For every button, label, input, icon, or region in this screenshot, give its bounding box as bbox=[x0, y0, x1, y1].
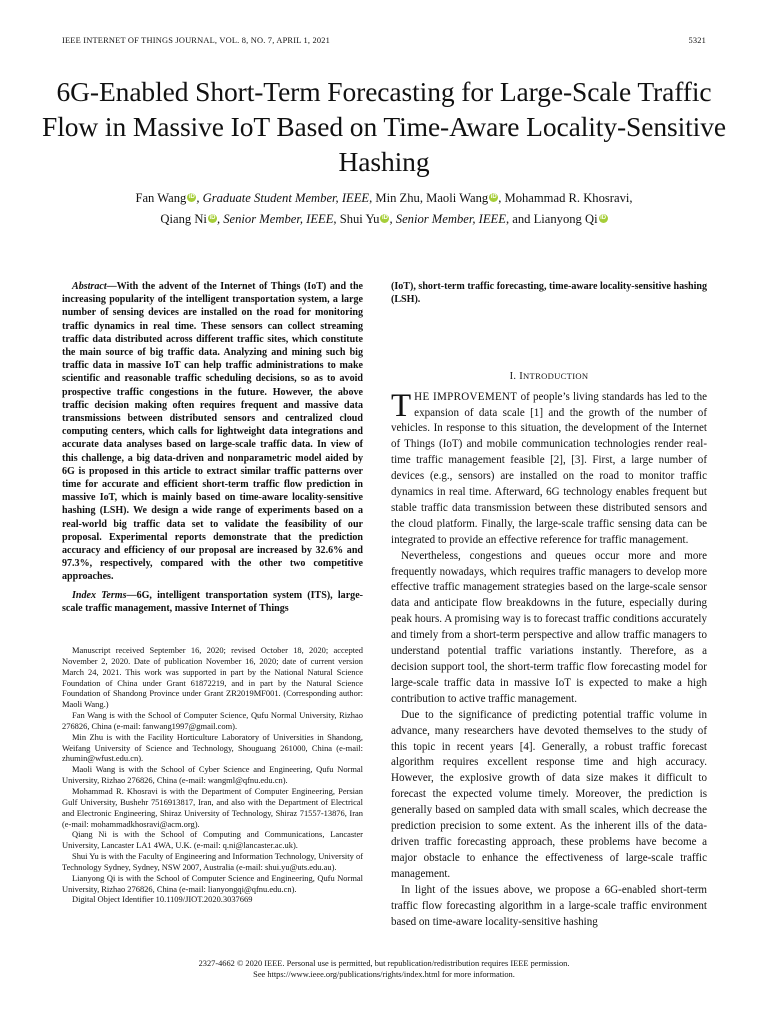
footnote: Qiang Ni is with the School of Computing and Communications, Lancaster University, Lancaster LA1 4WA, U.K. (e-mail: q.ni@lancaster.ac.uk). bbox=[62, 829, 363, 851]
left-column bbox=[62, 280, 363, 615]
footnote: Mohammad R. Khosravi is with the Department of Computer Engineering, Persian Gulf University, Bushehr 7516913817, Iran, and also with the Department of Electrical and Electronic Engineering, Shiraz University of Technology, Shiraz 71557-13876, Iran (e-mail: mohammadkhosravi@acm.org). bbox=[62, 785, 363, 829]
footnote: Maoli Wang is with the School of Cyber Science and Engineering, Qufu Normal University, Rizhao 276826, China (e-mail: wangml@qfnu.edu.cn). bbox=[62, 764, 363, 786]
copyright-line: 2327-4662 © 2020 IEEE. Personal use is permitted, but republication/redistribution requires IEEE permission. bbox=[198, 959, 570, 968]
section-heading bbox=[391, 370, 707, 383]
abstract bbox=[62, 280, 363, 584]
section-body bbox=[391, 387, 707, 931]
paper-title: 6G-Enabled Short-Term Forecasting for Large-Scale Traffic Flow in Massive IoT Based on Time-Aware Locality-Sensitive Hashing bbox=[42, 76, 726, 177]
paragraph bbox=[391, 387, 707, 549]
footnote: Lianyong Qi is with the School of Computer Science and Engineering, Qufu Normal University, Rizhao 276826, China (e-mail: lianyongqi@qfnu.edu.cn). bbox=[62, 872, 363, 894]
footnote: Min Zhu is with the Facility Horticulture Laboratory of Universities in Shandong, Weifang University of Science and Technology, Shouguang 261000, China (e-mail: zhumin@wfust.edu.cn). bbox=[62, 731, 363, 764]
footnote-doi: Digital Object Identifier 10.1109/JIOT.2020.3037669 bbox=[72, 894, 253, 905]
section-title-initial: I bbox=[519, 371, 524, 383]
page-number: 5321 bbox=[688, 36, 706, 45]
drop-cap: T bbox=[391, 387, 412, 424]
author-name: , Min Zhu, Maoli Wang bbox=[369, 191, 489, 205]
footnote: Fan Wang is with the School of Computer Science, Qufu Normal University, Rizhao 276826, China (e-mail: fanwang1997@gmail.com). bbox=[62, 710, 363, 731]
footnote: Manuscript received September 16, 2020; revised October 18, 2020; accepted November 2, 2020. Date of publication November 16, 2020; date of current version March 24, 2021. This work was supported in part by the National Natural Science Foundation of China under Grant 61872219, and in part by the Natural Science Foundation of Shandong Province under Grant ZR2019MF001. (Corresponding author: Maoli Wang.) bbox=[62, 645, 363, 710]
author-role: , Senior Member, IEEE bbox=[216, 212, 334, 226]
author-name: , Shui Yu bbox=[333, 212, 380, 226]
paragraph: In light of the issues above, we propose a 6G-enabled short-term traffic flow forecasting algorithm in a large-scale traffic environment based on time-aware locality-sensitive hashing bbox=[391, 883, 707, 928]
section-title-rest: NTRODUCTION bbox=[523, 371, 589, 382]
lead-in-caps: HE IMPROVEMENT bbox=[414, 390, 518, 403]
author-name: Qiang Ni bbox=[160, 212, 207, 226]
index-terms-text: —6G, intelligent transportation system (ITS), large-scale traffic management, massive Internet of Things bbox=[62, 589, 363, 614]
author-role: , Graduate Student Member, IEEE bbox=[196, 191, 370, 205]
abstract-label: Abstract bbox=[72, 281, 107, 292]
section-number: I. bbox=[509, 371, 517, 383]
journal-name: IEEE INTERNET OF THINGS JOURNAL, VOL. 8, NO. 7, APRIL 1, 2021 bbox=[62, 36, 331, 45]
author-name: Fan Wang bbox=[135, 191, 187, 205]
paragraph: Nevertheless, congestions and queues occur more and more frequently nowadays, which requires traffic managers to develop more effective traffic management strategies based on the large-scale sensor data and anticipate flow breakdowns in the future, especially during peak hours. A promising way is to forecast traffic conditions accurately and timely from a short-term perspective and allow traffic managers to understand potential traffic variations instantly. Therefore, as a decision support tool, the short-term traffic flow forecasting model for large-scale traffic data in massive IoT is expected to make a high contribution to active traffic management. bbox=[391, 549, 707, 705]
paragraph: Due to the significance of predicting potential traffic volume in advance, many researchers have devoted themselves to the study of this topic in recent years [4]. Generally, a robust traffic forecast algorithm requires excellent response time and high accuracy. However, the explosive growth of data size makes it difficult to forecast the expected volume timely. Moreover, the prediction is generally based on sampled data with small scales, which decrease the prediction precision to some extent. As the inherent ills of the data-driven traffic forecasting approach, these problems have become a major obstacle to enhance the effectiveness of large-scale traffic management. bbox=[391, 708, 707, 880]
index-terms-continued-text: (IoT), short-term traffic forecasting, time-aware locality-sensitive hashing (LSH). bbox=[391, 281, 707, 306]
running-header bbox=[62, 36, 706, 45]
author-name: , Mohammad R. Khosravi, bbox=[498, 191, 633, 205]
footnotes bbox=[62, 645, 363, 905]
footnote: Shui Yu is with the Faculty of Engineering and Information Technology, University of Technology Sydney, Sydney, NSW 2007, Australia (e-mail: shui.yu@uts.edu.au). bbox=[62, 851, 363, 872]
author-name: , and Lianyong Qi bbox=[505, 212, 598, 226]
orcid-icon[interactable]: iD bbox=[600, 215, 607, 221]
author-list bbox=[40, 188, 728, 230]
author-role: , Senior Member, IEEE bbox=[389, 212, 506, 226]
paragraph-text: of people’s living standards has led to the expansion of data scale [1] and the growth of the number of vehicles. In response to this situation, the development of the Internet of Things (IoT) and mobile communication technologies render real-time traffic management feasible [2], [3]. First, a large number of devices (e.g., sensors) are installed on the road to monitor traffic dynamics in real time. Afterward, 6G technology enables frequent but stable traffic data transmission between these distributed sensors and the cloud platform. Finally, the large-scale traffic sensing data can be integrated to provide an effective reference for traffic management. bbox=[391, 390, 707, 546]
orcid-icon[interactable]: iD bbox=[188, 194, 195, 200]
orcid-icon[interactable]: iD bbox=[490, 194, 497, 200]
copyright-notice bbox=[62, 958, 706, 980]
orcid-icon[interactable]: iD bbox=[381, 215, 388, 221]
copyright-link[interactable]: See https://www.ieee.org/publications/rights/index.html for more information. bbox=[253, 970, 515, 979]
orcid-icon[interactable]: iD bbox=[209, 215, 216, 221]
right-column bbox=[391, 280, 707, 930]
index-terms-label: Index Terms bbox=[72, 589, 127, 601]
index-terms-continued bbox=[391, 280, 707, 306]
index-terms bbox=[62, 589, 363, 615]
abstract-text: —With the advent of the Internet of Things (IoT) and the increasing popularity of the intelligent transportation system, a large number of sensing devices are installed on the road for monitoring traffic dynamics in real time. These sensors can collect streaming traffic data distributed across different traffic sites, which constitute the main source of big traffic data. Analyzing and mining such big traffic data in massive IoT can help traffic administrations to make scientific and reasonable traffic scheduling decisions, so as to avoid prospective traffic congestions in the future. However, the above traffic decision making often requires frequent and massive data transmissions between distributed sensors and centralized cloud computing centers, which calls for lightweight data integrations and accurate data analyses based on large-scale traffic data. In view of this challenge, a big data-driven and nonparametric model aided by 6G is proposed in this article to extract similar traffic patterns over time for accurate and efficient short-term traffic flow prediction in massive IoT, which is mainly based on time-aware locality-sensitive hashing (LSH). We design a wide range of experiments based on a real-world big traffic data set to validate the feasibility of our proposal. Experimental reports demonstrate that the prediction accuracy and efficiency of our proposal are increased by 32.6% and 97.3%, respectively, compared with the other two competitive approaches. bbox=[62, 281, 363, 583]
